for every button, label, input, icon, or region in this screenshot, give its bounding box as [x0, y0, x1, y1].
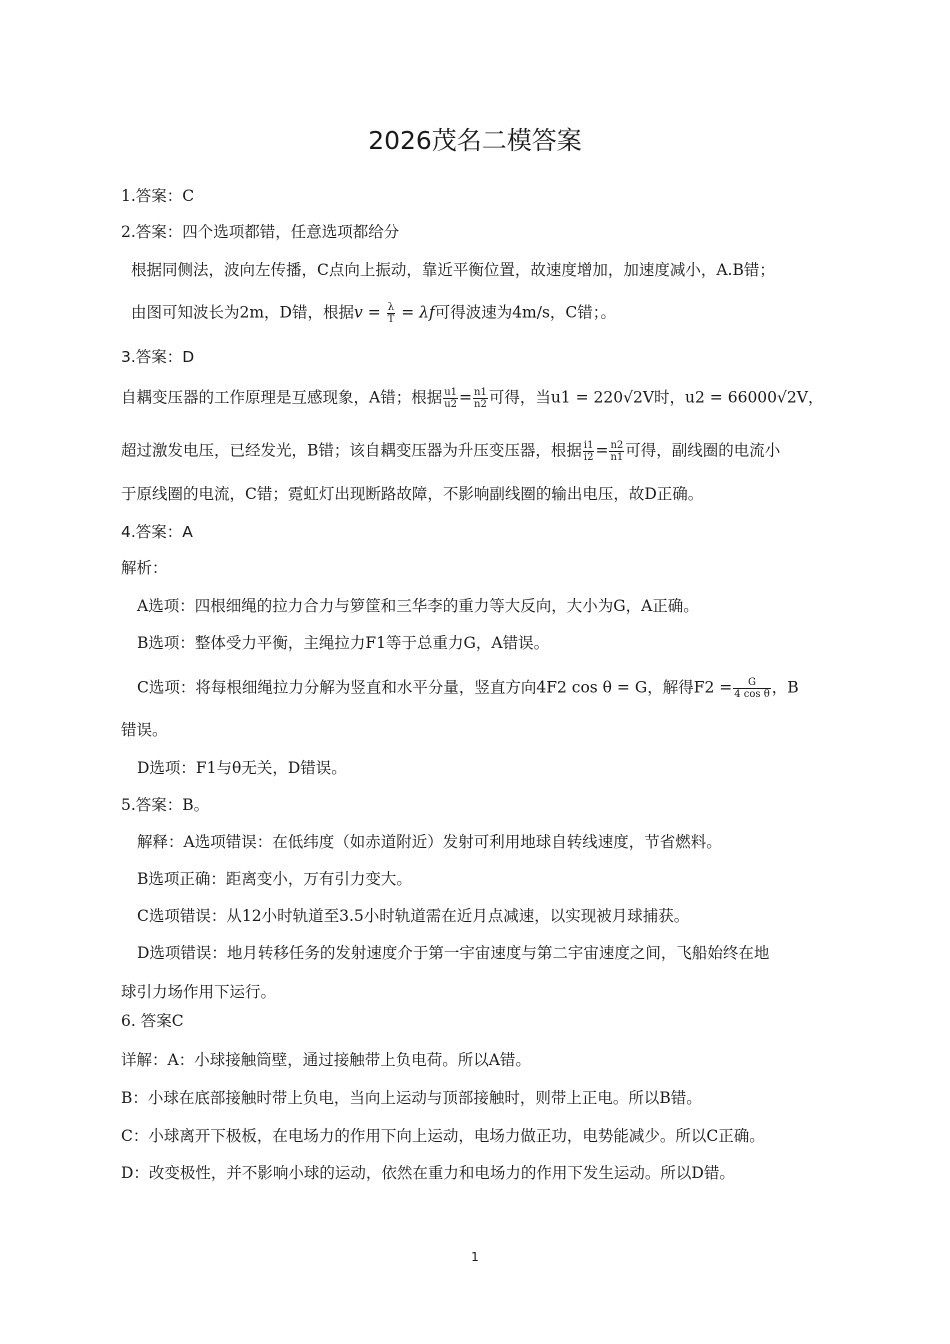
q6-option-a: 详解：A：小球接触筒壁，通过接触带上负电荷。所以A错。 [121, 1051, 531, 1069]
q4-fraction-num: G [733, 677, 771, 689]
q4-option-c-text-a: C选项：将每根细绳拉力分解为竖直和水平分量，竖直方向4F2 cos θ = G，解得F2 = [137, 678, 733, 697]
q4-answer: 4.答案：A [121, 523, 193, 541]
q3-fraction-u [443, 387, 458, 410]
q3-answer: 3.答案：D [121, 348, 195, 366]
q4-fraction-den: 4 cos θ [734, 689, 770, 700]
q3-line-1-text-b: 可得，当u1 = 220√2V时，u2 = 66000√2V， [488, 388, 824, 407]
q4-option-c-line-2: 错误。 [121, 721, 168, 739]
q3-line-2 [121, 440, 780, 463]
q3-fraction-i-num: i1 [583, 440, 594, 451]
q4-option-b: B选项：整体受力平衡，主绳拉力F1等于总重力G，A错误。 [137, 634, 550, 652]
q5-option-d-line-1: D选项错误：地月转移任务的发射速度介于第一宇宙速度与第二宇宙速度之间，飞船始终在地 [137, 944, 770, 962]
q6-option-b: B：小球在底部接触时带上负电，当向上运动与顶部接触时，则带上正电。所以B错。 [121, 1089, 702, 1107]
q5-option-b: B选项正确：距离变小，万有引力变大。 [137, 870, 412, 888]
q2-fraction-denominator: T [387, 314, 395, 325]
q3-line-2-text-a: 超过激发电压，已经发光，B错；该自耦变压器为升压变压器，根据 [121, 441, 582, 460]
q3-line-1-text-a: 自耦变压器的工作原理是互感现象，A错；根据 [121, 388, 443, 407]
q4-option-a: A选项：四根细绳的拉力合力与箩筐和三华李的重力等大反向，大小为G，A正确。 [137, 597, 699, 615]
q3-fraction-n2 [609, 440, 624, 463]
q3-fraction-n-num: n1 [474, 387, 487, 398]
q2-line-2-text-b: 可得波速为4m/s，C错；。 [434, 303, 617, 322]
q3-fraction-u-den: u2 [444, 399, 458, 410]
q2-formula-v: v [354, 303, 363, 322]
q6-option-c: C：小球离开下极板，在电场力的作用下向上运动，电场力做正功，电势能减少。所以C正确。 [121, 1127, 765, 1145]
q5-option-a: 解释：A选项错误：在低纬度（如赤道附近）发射可利用地球自转线速度，节省燃料。 [137, 833, 722, 851]
q3-fraction-u-num: u1 [444, 387, 458, 398]
q2-fraction-lambda-over-t [387, 302, 396, 325]
q3-fraction-n2-num: n2 [610, 440, 624, 451]
q2-line-2-text-a: 由图可知波长为2m，D错，根据 [131, 303, 354, 322]
q3-line-3: 于原线圈的电流，C错；霓虹灯出现断路故障，不影响副线圈的输出电压，故D正确。 [121, 485, 704, 503]
q3-eq-1: = [459, 388, 473, 407]
q3-line-2-text-b: 可得，副线圈的电流小 [625, 441, 781, 460]
q5-option-c: C选项错误：从12小时轨道至3.5小时轨道需在近月点减速，以实现被月球捕获。 [137, 907, 690, 925]
q6-option-d: D：改变极性，并不影响小球的运动，依然在重力和电场力的作用下发生运动。所以D错。 [121, 1164, 735, 1182]
q2-answer: 2.答案：四个选项都错，任意选项都给分 [121, 223, 400, 241]
q3-fraction-n-den: n2 [474, 399, 487, 410]
q2-line-1: 根据同侧法，波向左传播，C点向上振动，靠近平衡位置，故速度增加，加速度减小，A.B错； [131, 261, 775, 279]
page-title: 2026茂名二模答案 [368, 126, 582, 155]
q2-fraction-numerator: λ [387, 302, 395, 313]
q4-option-d: D选项：F1与θ无关，D错误。 [137, 759, 347, 777]
page-number: 1 [471, 1250, 479, 1264]
q2-formula-eq1: = [362, 303, 386, 322]
q5-option-d-line-2: 球引力场作用下运行。 [121, 983, 277, 1001]
q5-answer: 5.答案：B。 [121, 796, 210, 814]
q3-fraction-n2-den: n1 [610, 452, 624, 463]
q3-fraction-i-den: i2 [583, 452, 594, 463]
q3-fraction-n [473, 387, 488, 410]
q3-fraction-i [583, 440, 595, 463]
q4-analysis-label: 解析： [121, 559, 168, 577]
q3-eq-2: = [595, 441, 609, 460]
q1-answer: 1.答案：C [121, 187, 195, 205]
q6-answer: 6. 答案C [121, 1012, 184, 1030]
q4-option-c-line-1 [137, 677, 799, 700]
q4-option-c-text-b: ，B [771, 678, 799, 697]
q2-line-2 [131, 302, 616, 325]
q2-formula-eq2: = λf [396, 303, 435, 322]
q4-fraction-g-over-cos [733, 677, 771, 700]
q3-line-1 [121, 387, 823, 410]
